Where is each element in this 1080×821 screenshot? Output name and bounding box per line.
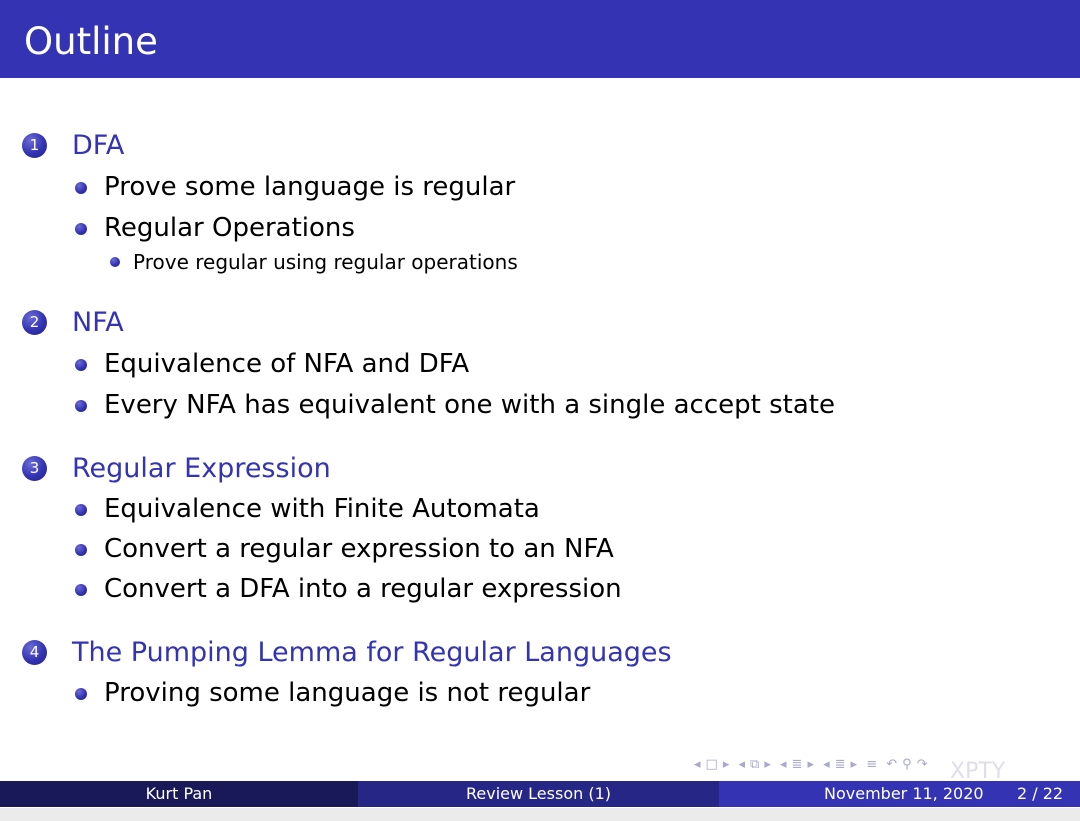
frame-icon[interactable]: □ [705,757,718,772]
list-item-text: Convert a DFA into a regular expression [104,574,622,604]
section-number-badge: 1 [22,133,47,158]
subsection-prev-icon[interactable]: ◂ [738,757,746,772]
watermark: XPTY [950,759,1006,784]
frame-prev-icon[interactable]: ◂ [694,757,701,772]
bullet-icon [75,223,87,235]
bullet-icon [75,688,87,700]
navigation-symbols [694,755,1074,775]
bullet-icon [75,182,87,194]
document-prev-icon[interactable]: ◂ [823,757,830,772]
list-item [0,493,1000,527]
section-number-badge: 4 [22,640,47,665]
section-heading[interactable] [0,453,1000,489]
section-title[interactable]: NFA [72,307,124,338]
sub-list-item-text: Prove regular using regular operations [133,250,518,274]
outline-section-3 [0,453,1080,613]
frame-next-icon[interactable]: ▸ [722,757,730,772]
footer-author: Kurt Pan [0,781,358,807]
list-item-text: Every NFA has equivalent one with a single accept state [104,390,835,420]
bullet-icon [75,544,87,556]
section-heading[interactable] [0,130,1000,166]
title-bar [0,0,1080,78]
list-item-text: Proving some language is not regular [104,678,591,708]
back-icon[interactable]: ↶ [886,757,898,772]
section-next-icon[interactable]: ▸ [807,757,814,772]
list-item-text: Equivalence of NFA and DFA [104,349,470,379]
list-item-text: Regular Operations [104,213,355,243]
sub-list-item [0,249,1000,275]
bullet-icon [75,359,87,371]
list-item [0,677,1000,711]
section-heading[interactable] [0,307,1000,343]
forward-icon[interactable]: ↷ [916,757,928,772]
list-item [0,212,1000,246]
bullet-icon [75,584,87,596]
document-icon[interactable]: ≣ [834,757,846,772]
list-item [0,348,1000,382]
list-item [0,533,1000,567]
outline-section-4 [0,637,1080,717]
outline-section-1 [0,130,1080,280]
align-icon[interactable]: ≡ [866,757,878,772]
section-title[interactable]: DFA [72,130,125,161]
section-prev-icon[interactable]: ◂ [780,757,787,772]
section-number-badge: 3 [22,456,47,481]
list-item-text: Convert a regular expression to an NFA [104,534,614,564]
footer-page-number: 2 / 22 [1017,784,1064,803]
document-next-icon[interactable]: ▸ [850,757,858,772]
footer-lesson-title: Review Lesson (1) [358,781,719,807]
list-item [0,573,1000,607]
footer-date: November 11, 2020 [824,784,984,803]
subsection-next-icon[interactable]: ▸ [764,757,771,772]
outline-section-2 [0,307,1080,427]
section-title[interactable]: Regular Expression [72,453,331,484]
section-heading[interactable] [0,637,1000,673]
list-item-text: Equivalence with Finite Automata [104,494,540,524]
footer-bar [0,781,1080,807]
bullet-icon [75,504,87,516]
search-icon[interactable]: ⚲ [902,757,912,772]
section-number-badge: 2 [22,310,47,335]
sub-bullet-icon [110,257,120,267]
section-title[interactable]: The Pumping Lemma for Regular Languages [72,637,672,668]
list-item [0,171,1000,205]
footer-right [719,781,1080,807]
section-icon[interactable]: ≣ [791,757,803,772]
bullet-icon [75,400,87,412]
list-item [0,389,1000,423]
subsection-icon[interactable]: ⧉ [750,757,760,772]
list-item-text: Prove some language is regular [104,172,516,202]
slide-title: Outline [24,20,158,63]
